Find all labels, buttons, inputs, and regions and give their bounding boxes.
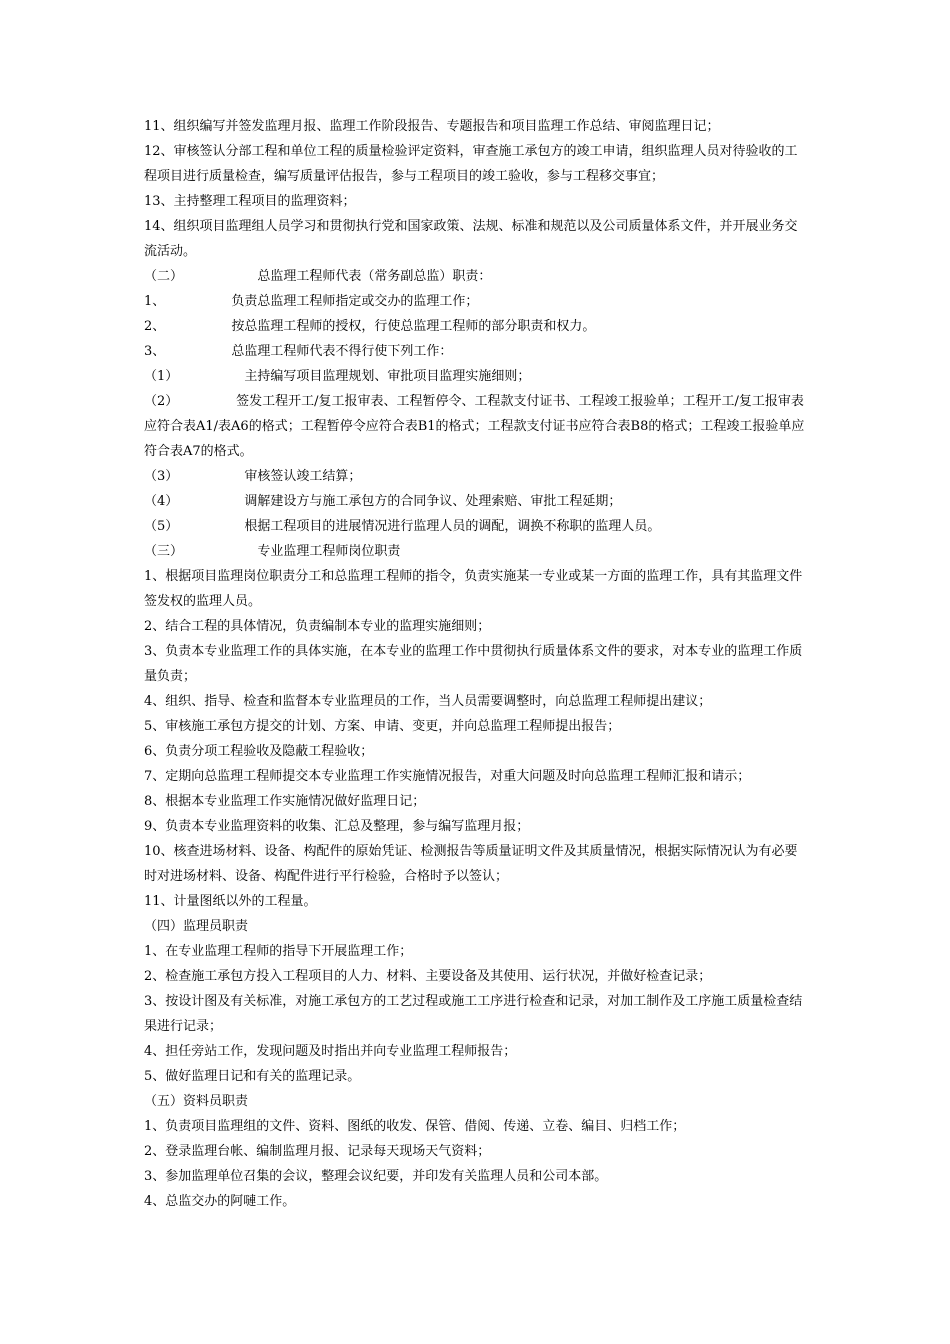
paragraph: 1、 负责总监理工程师指定或交办的监理工作； <box>144 294 479 309</box>
paragraph: 3、按设计图及有关标准，对施工承包方的工艺过程或施工工序进行检查和记录，对加工制作及工序施工质量检查结果进行记录； <box>144 994 803 1034</box>
section-heading: （四）监理员职责 <box>144 919 249 934</box>
paragraph: 10、核查进场材料、设备、构配件的原始凭证、检测报告等质量证明文件及其质量情况，根据实际情况认为有必要时对进场材料、设备、构配件进行平行检验，合格时予以签认； <box>144 844 798 884</box>
paragraph: 2、结合工程的具体情况，负责编制本专业的监理实施细则； <box>144 619 491 634</box>
paragraph: 11、计量图纸以外的工程量。 <box>144 894 317 909</box>
paragraph: 8、根据本专业监理工作实施情况做好监理日记； <box>144 794 426 809</box>
paragraph: 1、根据项目监理岗位职责分工和总监理工程师的指令，负责实施某一专业或某一方面的监理工作，具有其监理文件签发权的监理人员。 <box>144 569 803 609</box>
paragraph: 2、 按总监理工程师的授权，行使总监理工程师的部分职责和权力。 <box>144 319 596 334</box>
paragraph: （2） 签发工程开工/复工报审表、工程暂停令、工程款支付证书、工程竣工报验单；工程开工/复工报审表应符合表A1/表A6的格式；工程暂停令应符合表B1的格式；工程款支付证书应符合表B8的格式；工程竣工报验单应符合表A7的格式。 <box>144 394 805 459</box>
paragraph: 6、负责分项工程验收及隐蔽工程验收； <box>144 744 374 759</box>
paragraph: 2、登录监理台帐、编制监理月报、记录每天现场天气资料； <box>144 1144 491 1159</box>
paragraph: （3） 审核签认竣工结算； <box>144 469 362 484</box>
paragraph: 3、参加监理单位召集的会议，整理会议纪要，并印发有关监理人员和公司本部。 <box>144 1169 608 1184</box>
paragraph: 1、在专业监理工程师的指导下开展监理工作； <box>144 944 413 959</box>
paragraph: 2、检查施工承包方投入工程项目的人力、材料、主要设备及其使用、运行状况，并做好检查记录； <box>144 969 712 984</box>
paragraph: 4、总监交办的阿嗹工作。 <box>144 1194 296 1209</box>
paragraph: （1） 主持编写项目监理规划、审批项目监理实施细则； <box>144 369 531 384</box>
document-body <box>144 114 810 1214</box>
paragraph: 1、负责项目监理组的文件、资料、图纸的收发、保管、借阅、传递、立卷、编目、归档工作； <box>144 1119 686 1134</box>
paragraph: 5、审核施工承包方提交的计划、方案、申请、变更，并向总监理工程师提出报告； <box>144 719 621 734</box>
paragraph: 14、组织项目监理组人员学习和贯彻执行党和国家政策、法规、标准和规范以及公司质量体系文件，并开展业务交流活动。 <box>144 219 798 259</box>
paragraph: 3、 总监理工程师代表不得行使下列工作： <box>144 344 453 359</box>
paragraph: 7、定期向总监理工程师提交本专业监理工作实施情况报告，对重大问题及时向总监理工程师汇报和请示； <box>144 769 751 784</box>
paragraph: （5） 根据工程项目的进展情况进行监理人员的调配，调换不称职的监理人员。 <box>144 519 661 534</box>
paragraph: 12、审核签认分部工程和单位工程的质量检验评定资料，审查施工承包方的竣工申请，组织监理人员对待验收的工程项目进行质量检查，编写质量评估报告，参与工程项目的竣工验收，参与工程移交事宜； <box>144 144 798 184</box>
paragraph: 4、组织、指导、检查和监督本专业监理员的工作，当人员需要调整时，向总监理工程师提出建议； <box>144 694 712 709</box>
paragraph: （4） 调解建设方与施工承包方的合同争议、处理索赔、审批工程延期； <box>144 494 622 509</box>
section-heading: （二） 总监理工程师代表（常务副总监）职责： <box>144 269 492 284</box>
paragraph: 13、主持整理工程项目的监理资料； <box>144 194 356 209</box>
paragraph: 9、负责本专业监理资料的收集、汇总及整理，参与编写监理月报； <box>144 819 530 834</box>
paragraph: 3、负责本专业监理工作的具体实施，在本专业的监理工作中贯彻执行质量体系文件的要求，对本专业的监理工作质量负责； <box>144 644 803 684</box>
paragraph: 5、做好监理日记和有关的监理记录。 <box>144 1069 361 1084</box>
section-heading: （五）资料员职责 <box>144 1094 249 1109</box>
paragraph: 11、组织编写并签发监理月报、监理工作阶段报告、专题报告和项目监理工作总结、审阅监理日记； <box>144 119 720 134</box>
paragraph: 4、担任旁站工作，发现问题及时指出并向专业监理工程师报告； <box>144 1044 517 1059</box>
section-heading: （三） 专业监理工程师岗位职责 <box>144 544 401 559</box>
